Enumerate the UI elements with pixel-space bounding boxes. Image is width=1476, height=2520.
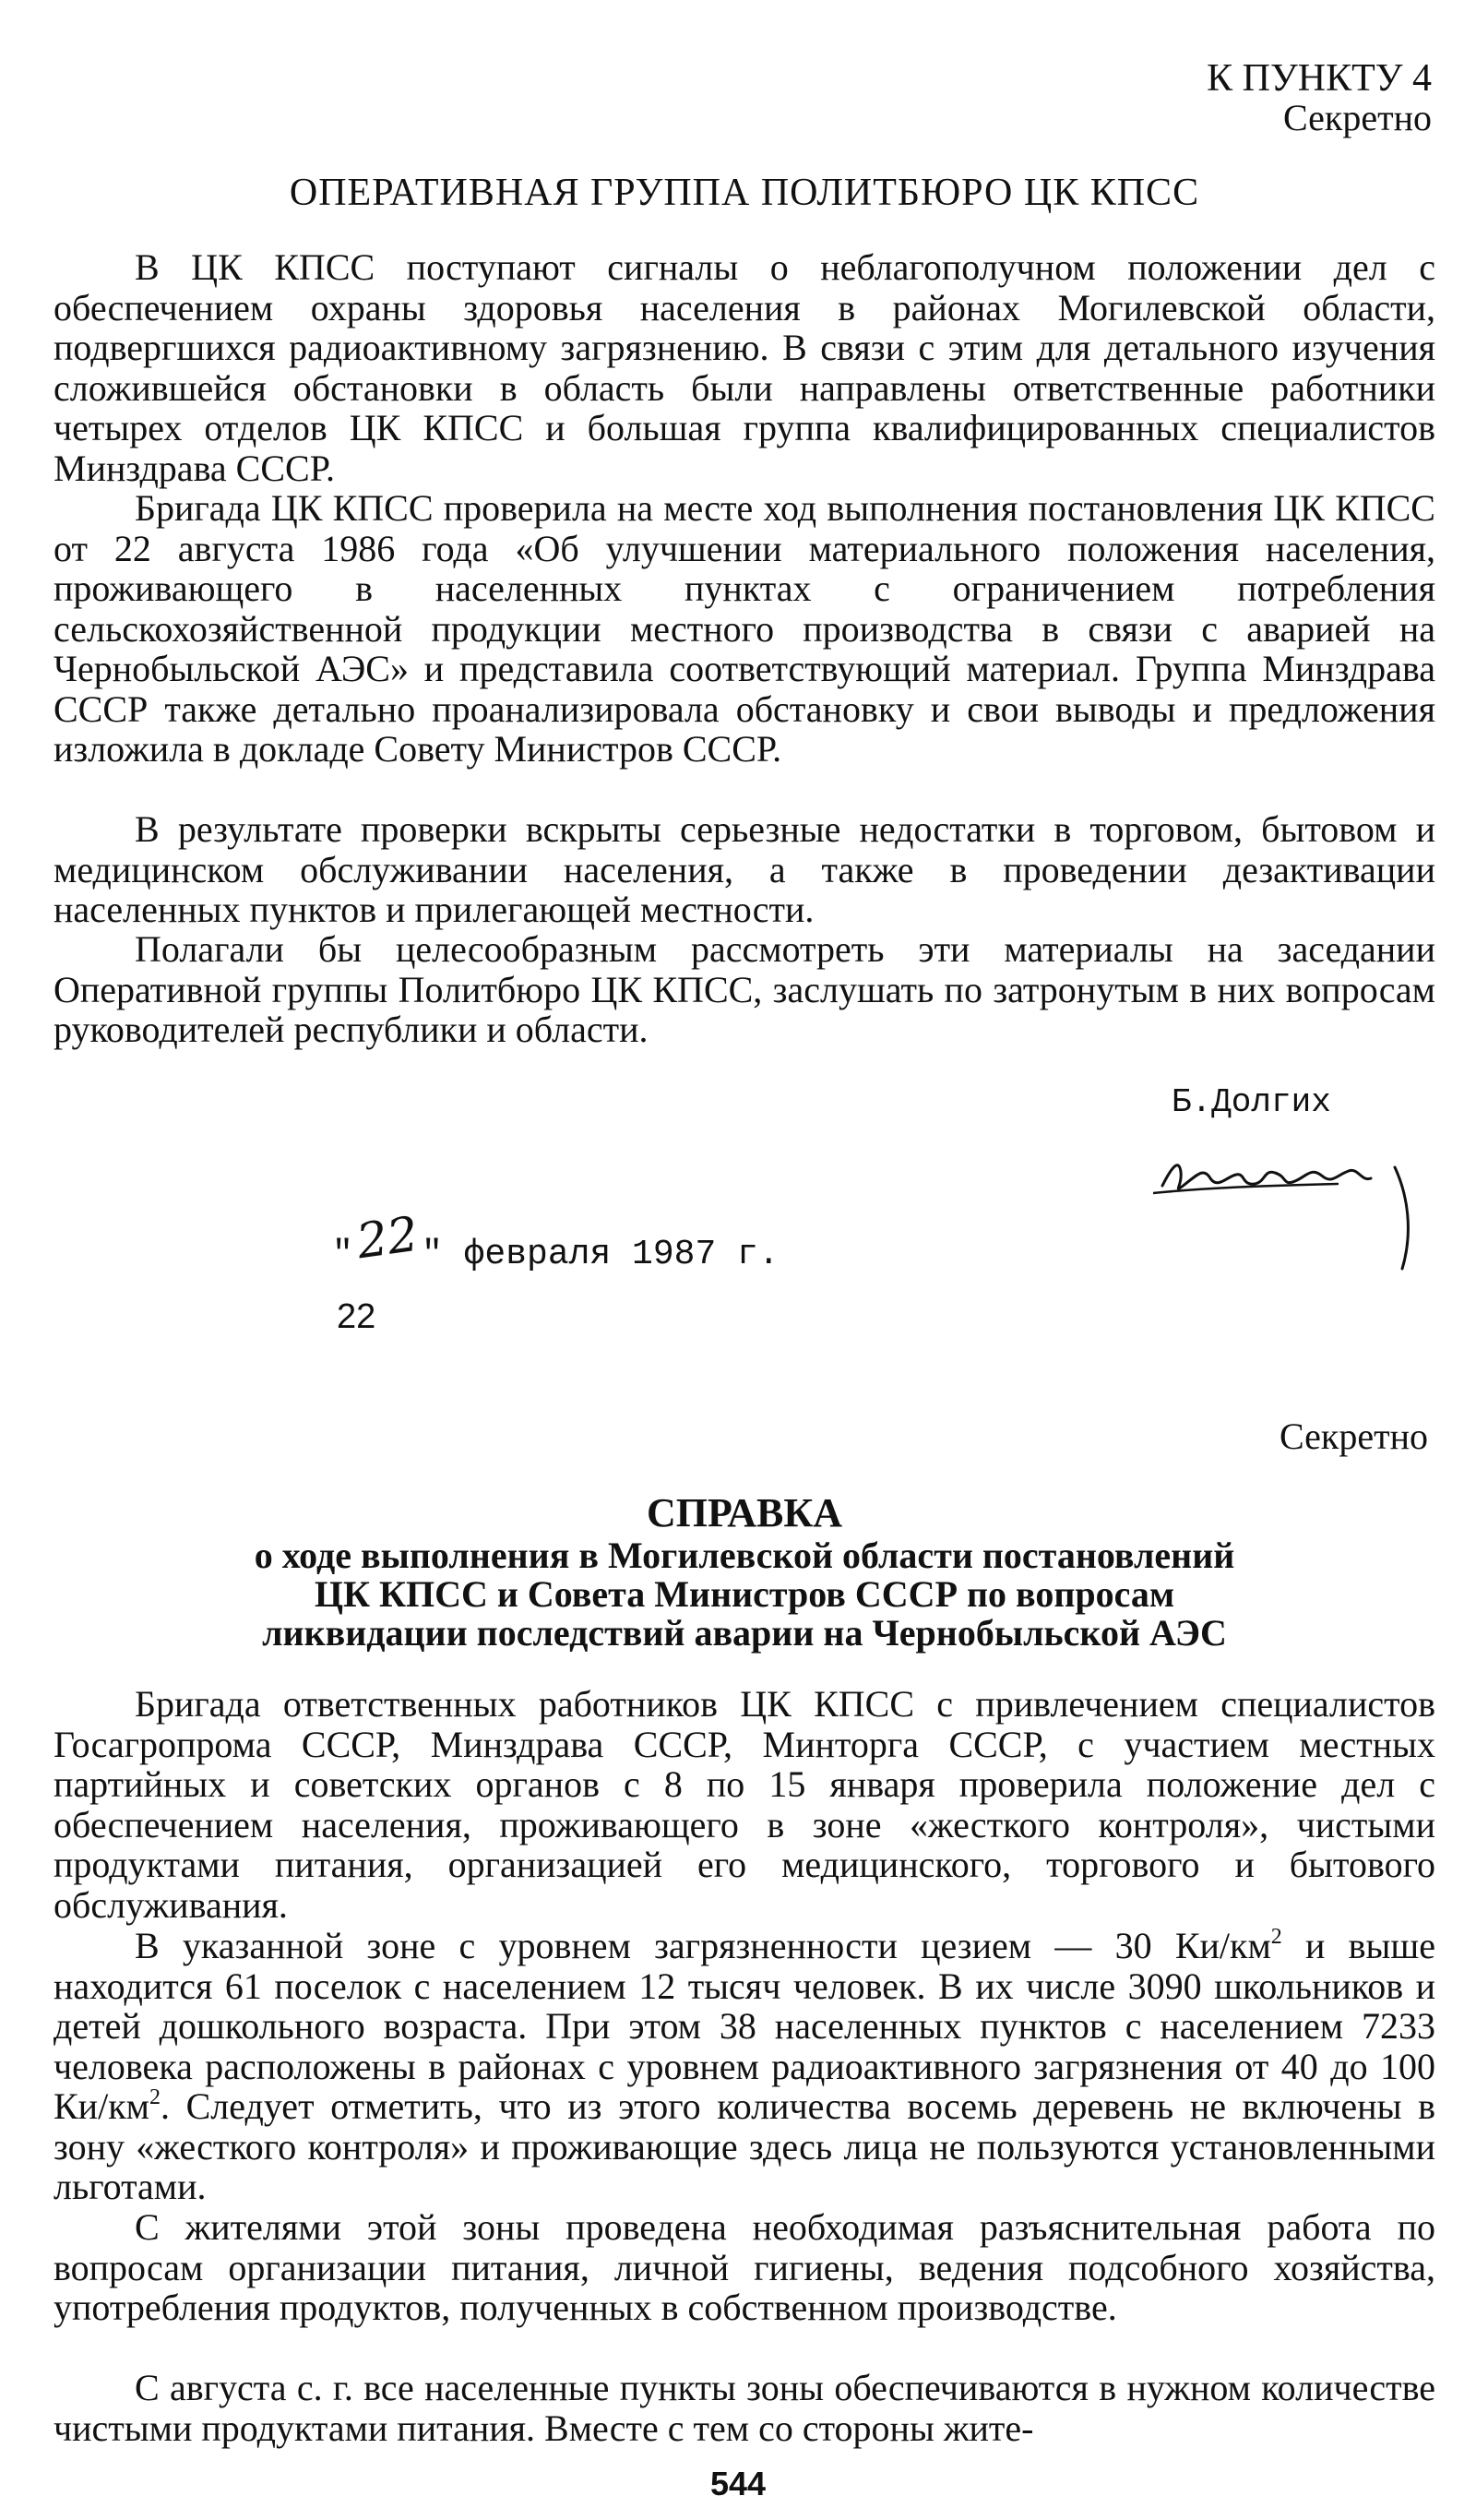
secret-label: Секретно [1283, 97, 1432, 138]
reference-number: 22 [337, 1297, 376, 1336]
handwritten-signature [1153, 1130, 1430, 1278]
memo-date [332, 1206, 780, 1275]
date-text: февраля 1987 г. [463, 1235, 780, 1274]
date-open-quote: " [332, 1235, 353, 1274]
spravka-p2-part-2: и выше находится 61 поселок с населением 12 тысяч человек. В их числе 3090 школьников и детей дошкольного возраста. При этом 38 населенных пунктов с населением 7233 человека расположены в районах с уровнем радиоактивного загрязнения от 40 до 100 Ки/км [54, 1925, 1435, 2127]
superscript-2a: 2 [1270, 1925, 1282, 1949]
spravka-secret-label: Секретно [1280, 1415, 1428, 1457]
spravka-paragraph-2 [54, 1926, 1435, 2207]
spravka-title: СПРАВКА [646, 1490, 843, 1535]
superscript-2b: 2 [149, 2085, 161, 2109]
item-label: К ПУНКТУ 4 [1207, 57, 1432, 100]
date-close-quote: " [421, 1235, 443, 1274]
page-number: 544 [709, 2465, 767, 2502]
spravka-subtitle-line-3: ликвидации последствий аварии на Чернобыльской АЭС [262, 1612, 1227, 1654]
spravka-paragraph-3: С жителями этой зоны проведена необходимая разъяснительная работа по вопросам организации питания, личной гигиены, ведения подсобного хозяйства, употребления продуктов, полученных в собственном производстве. [54, 2206, 1435, 2328]
spravka-p2-part-1: В указанной зоне с уровнем загрязненности цезием — 30 Ки/км [135, 1925, 1271, 1966]
memo-paragraph-4: Полагали бы целесообразным рассмотреть эти материалы на заседании Оперативной группы Политбюро ЦК КПСС, заслушать по затронутым в них вопросам руководителей республики и области. [54, 928, 1435, 1050]
signatory-name: Б.Долгих [1172, 1083, 1331, 1121]
spravka-paragraph-1: Бригада ответственных работников ЦК КПСС с привлечением специалистов Госагропрома СССР, Минздрава СССР, Минторга СССР, с участием местных партийных и советских органов с 8 по 15 января проверила положение дел с обеспечением населения, проживающего в зоне «жесткого контроля», чистыми продуктами питания, организацией его медицинского, торгового и бытового обслуживания. [54, 1683, 1435, 1926]
memo-paragraph-2: Бригада ЦК КПСС проверила на месте ход выполнения постановления ЦК КПСС от 22 августа 1986 года «Об улучшении материального положения населения, проживающего в населенных пунктах с ограничением потребления сельскохозяйственной продукции местного производства в связи с аварией на Чернобыльской АЭС» и представила соответствующий материал. Группа Минздрава СССР также детально проанализировала обстановку и свои выводы и предложения изложила в докладе Совету Министров СССР. [54, 487, 1435, 770]
memo-paragraph-3: В результате проверки вскрыты серьезные недостатки в торговом, бытовом и медицинском обслуживании населения, а также в проведении дезактивации населенных пунктов и прилегающей местности. [54, 808, 1435, 930]
spravka-paragraph-4: С августа с. г. все населенные пункты зоны обеспечиваются в нужном количестве чистыми продуктами питания. Вместе с тем со стороны жите- [54, 2367, 1435, 2449]
date-day-handwritten: 22 [352, 1206, 422, 1271]
spravka-subtitle-line-1: о ходе выполнения в Могилевской области постановлений [254, 1535, 1235, 1576]
spravka-subtitle-line-2: ЦК КПСС и Совета Министров СССР по вопросам [314, 1573, 1175, 1615]
memo-heading: ОПЕРАТИВНАЯ ГРУППА ПОЛИТБЮРО ЦК КПСС [289, 172, 1200, 214]
memo-paragraph-1: В ЦК КПСС поступают сигналы о неблагополучном положении дел с обеспечением охраны здоровья населения в районах Могилевской области, подвергшихся радиоактивному загрязнению. В связи с этим для детального изучения сложившейся обстановки в область были направлены ответственные работники четырех отделов ЦК КПСС и большая группа квалифицированных специалистов Минздрава СССР. [54, 246, 1435, 489]
spravka-p2-part-3: . Следует отметить, что из этого количества восемь деревень не включены в зону «жесткого контроля» и проживающие здесь лица не пользуются установленными льготами. [54, 2085, 1435, 2207]
